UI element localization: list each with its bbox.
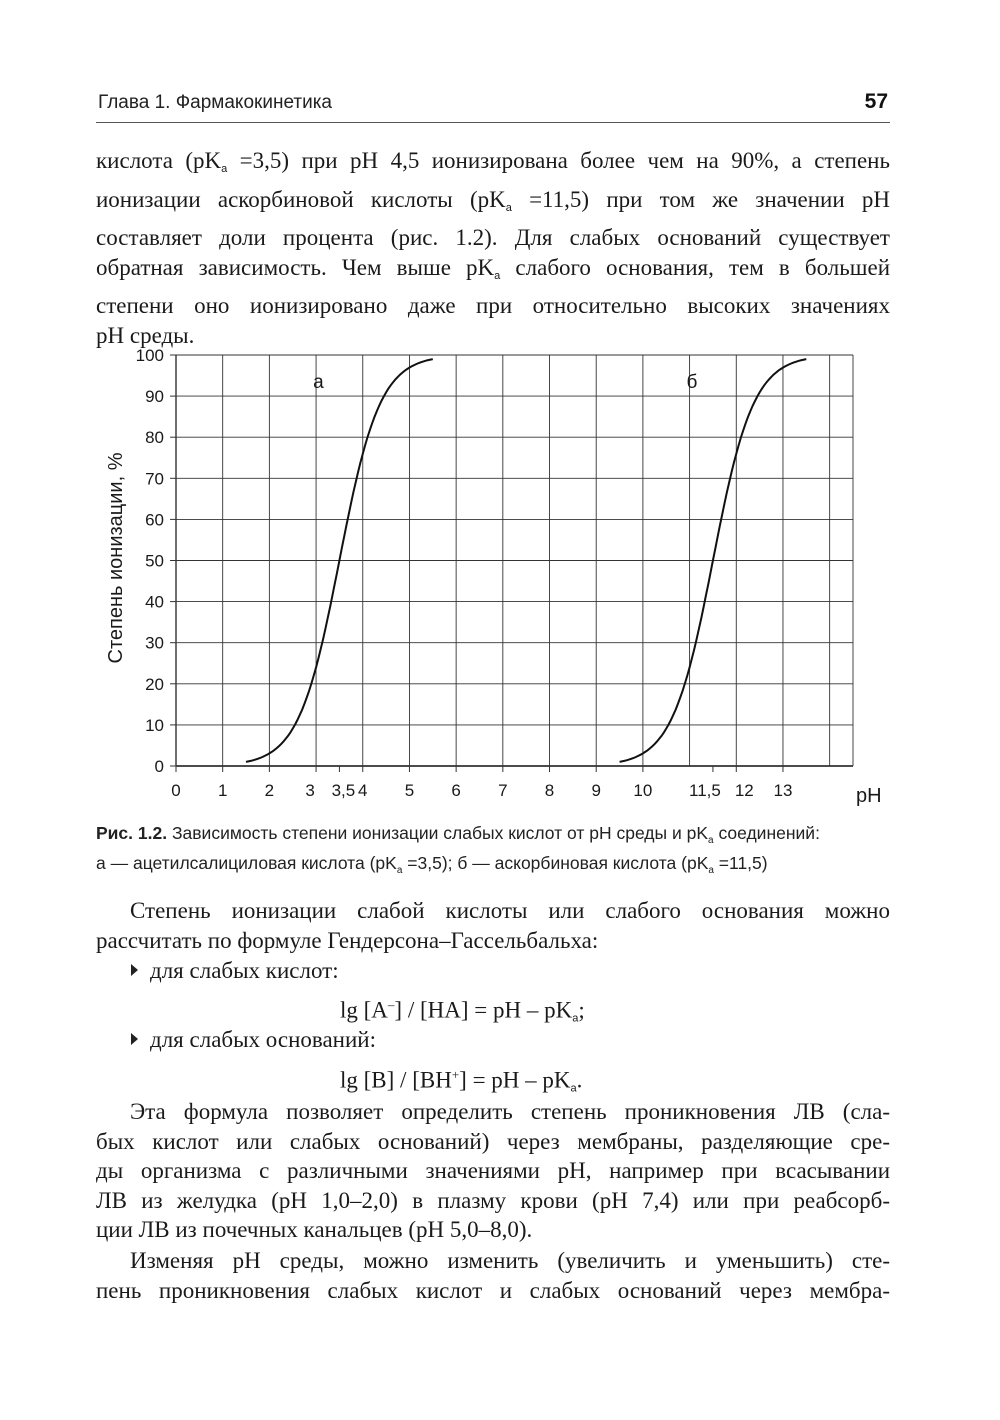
x-tick-label: 3,5 xyxy=(331,781,356,800)
caption-label: Рис. 1.2. xyxy=(96,823,168,843)
text-line: Степень ионизации слабой кислоты или слабого основания можно xyxy=(130,898,890,923)
permeability-paragraph xyxy=(96,1097,890,1245)
y-tick-label: 100 xyxy=(135,346,164,365)
x-tick-label: 5 xyxy=(404,781,415,800)
text-line: степени оно ионизировано даже при относительно высоких значениях xyxy=(96,293,890,318)
y-tick-label: 70 xyxy=(145,469,164,489)
text-line: рассчитать по формуле Гендерсона–Гассельбальха: xyxy=(96,927,599,953)
y-axis-label: Степень ионизации, % xyxy=(105,452,127,664)
series-label-1: а xyxy=(313,371,324,393)
x-tick-label: 7 xyxy=(498,781,508,800)
x-tick-label: 10 xyxy=(633,781,653,800)
text-line: ции ЛВ из почечных канальцев (pH 5,0–8,0). xyxy=(96,1217,533,1242)
x-tick-label: 9 xyxy=(591,781,601,800)
running-head xyxy=(96,88,890,123)
text-line: Изменяя pH среды, можно изменить (увеличить и уменьшить) сте- xyxy=(130,1248,890,1273)
page-number: 57 xyxy=(864,90,888,113)
text-line: ды организма с различными значениями pH, например при всасывании xyxy=(96,1158,890,1183)
text-line: pH среды. xyxy=(96,322,195,348)
x-tick-label: 6 xyxy=(451,781,461,800)
x-tick-label: 2 xyxy=(264,781,275,800)
chapter-title: Глава 1. Фармакокинетика xyxy=(98,92,332,113)
bullet-weak-bases: для слабых оснований: xyxy=(131,1025,376,1054)
x-tick-label: 3 xyxy=(305,781,315,800)
text-line: ЛВ из желудка (pH 1,0–2,0) в плазму крови (pH 7,4) или при реабсорб- xyxy=(96,1187,890,1213)
x-tick-label: 8 xyxy=(544,781,555,800)
text-line: составляет доли процента (рис. 1.2). Для слабых оснований существует xyxy=(96,225,890,250)
figure-caption: Рис. 1.2. Зависимость степени ионизации слабых кислот от pH среды и $pK_а$ соединений: а — ацетилсалициловая кислота $(pK_а =3,5)$; б — аскорбиновая кислота $(pK_а =11,5)$ xyxy=(96,823,820,876)
y-tick-label: 60 xyxy=(145,510,164,530)
bullet-triangle-icon xyxy=(131,1033,138,1045)
y-tick-label: 40 xyxy=(145,592,164,612)
formula-intro-paragraph xyxy=(96,896,890,955)
y-tick-label: 80 xyxy=(145,428,164,448)
text-line: бых кислот или слабых оснований) через мембраны, разделяющие сре- xyxy=(96,1128,890,1154)
y-tick-label: 20 xyxy=(145,674,164,694)
x-tick-label: 1 xyxy=(217,781,228,800)
y-tick-label: 90 xyxy=(145,387,164,407)
bullet-triangle-icon xyxy=(131,964,138,976)
text-line: обратная зависимость. Чем выше $pK_а$ слабого основания, тем в большей xyxy=(96,254,891,282)
series-label-2: б xyxy=(686,371,698,393)
text-line: кислота $(pK_а =3,5)$ при pH 4,5 ионизирована более чем на 90%, а степень xyxy=(96,148,890,175)
x-tick-label: 12 xyxy=(734,781,754,800)
x-tick-label: 0 xyxy=(171,781,181,800)
text-line: пень проникновения слабых кислот и слабых оснований через мембра- xyxy=(96,1277,890,1303)
x-tick-label: 4 xyxy=(358,781,368,800)
y-tick-label: 50 xyxy=(145,551,164,571)
formula-weak-acids: lg [A–] / [HA] = pH – $pK_а$; xyxy=(340,997,585,1025)
y-tick-label: 10 xyxy=(145,715,164,735)
y-tick-label: 0 xyxy=(154,757,164,776)
ionization-chart xyxy=(96,338,896,810)
formula-weak-bases: lg [B] / [BH+] = pH – $pK_а$. xyxy=(340,1067,583,1095)
x-axis-label: pH xyxy=(856,785,882,807)
bullet-weak-acids: для слабых кислот: xyxy=(131,956,339,985)
x-tick-label: 13 xyxy=(773,781,793,800)
figure-1-2 xyxy=(96,338,896,815)
text-line: Эта формула позволяет определить степень проникновения ЛВ (сла- xyxy=(130,1099,890,1124)
y-tick-label: 30 xyxy=(145,633,164,653)
intro-paragraph xyxy=(96,146,890,350)
ph-change-paragraph xyxy=(96,1246,890,1305)
x-tick-label: 11,5 xyxy=(689,781,721,800)
text-line: ионизации аскорбиновой кислоты $(pK_а =11,5)$ при том же значении pH xyxy=(96,186,890,214)
